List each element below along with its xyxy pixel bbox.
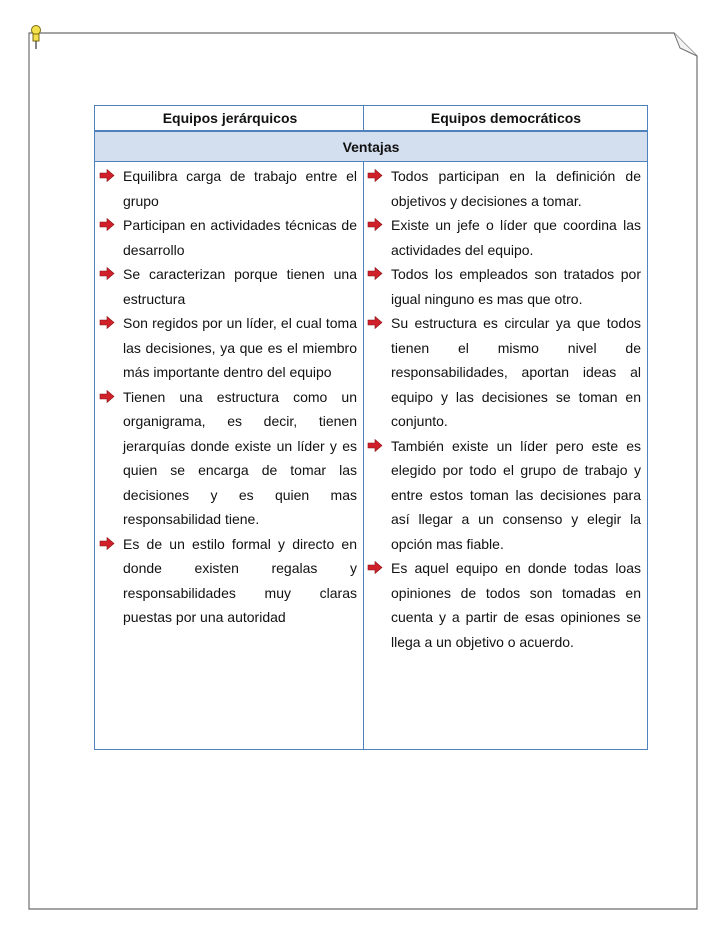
red-arrow-icon: [99, 316, 115, 329]
list-item-text: Existe un jefe o líder que coordina las actividades del equipo.: [391, 217, 641, 258]
list-item: [123, 532, 357, 630]
list-item: [123, 262, 357, 311]
red-arrow-icon: [99, 218, 115, 231]
header-jerarquicos: Equipos jerárquicos: [162, 110, 298, 126]
red-arrow-icon: [367, 439, 383, 452]
list-item-text: Equilibra carga de trabajo entre el grupo: [123, 168, 357, 209]
list-item-text: Es aquel equipo en donde todas loas opiniones de todos son tomadas en cuenta y a partir de esas opiniones se llega a un objetivo o acuerdo.: [391, 560, 641, 650]
red-arrow-icon: [99, 169, 115, 182]
red-arrow-icon: [99, 390, 115, 403]
list-item-text: También existe un líder pero este es elegido por todo el grupo de trabajo y entre estos toman las decisiones para así llegar a un consenso y elegir la opción mas fiable.: [391, 437, 641, 552]
red-arrow-icon: [367, 316, 383, 329]
list-item-text: Participan en actividades técnicas de desarrollo: [123, 217, 357, 258]
list-item: [391, 213, 641, 262]
red-arrow-icon: [367, 267, 383, 280]
list-item-text: Se caracterizan porque tienen una estructura: [123, 266, 357, 307]
header-democraticos: Equipos democráticos: [430, 110, 582, 126]
column-divider: [363, 162, 364, 750]
list-item: [391, 434, 641, 557]
red-arrow-icon: [99, 537, 115, 550]
list-item: [123, 311, 357, 385]
table-header: [95, 106, 647, 132]
red-arrow-icon: [367, 561, 383, 574]
pushpin-icon: [26, 24, 46, 50]
list-item: [391, 311, 641, 434]
list-item: [391, 556, 641, 654]
list-item-text: Tienen una estructura como un organigrama, es decir, tienen jerarquías donde existe un líder y es quien se encarga de tomar las decisiones y es quien mas responsabilidad tiene.: [123, 388, 357, 527]
comparison-table: [94, 105, 648, 750]
list-item: [123, 164, 357, 213]
list-item-text: Es de un estilo formal y directo en donde existen regalas y responsabilidades muy claras puestas por una autoridad: [123, 535, 357, 625]
list-item-text: Todos los empleados son tratados por igual ninguno es mas que otro.: [391, 266, 641, 307]
list-item: [123, 385, 357, 532]
red-arrow-icon: [99, 267, 115, 280]
list-item-text: Su estructura es circular ya que todos tienen el mismo nivel de responsabilidades, aportan ideas al equipo y las decisiones se toman en conjunto.: [391, 315, 641, 429]
list-item: [391, 262, 641, 311]
list-item: [391, 164, 641, 213]
left-column: [123, 164, 357, 630]
red-arrow-icon: [367, 169, 383, 182]
section-band-ventajas: Ventajas: [95, 132, 647, 162]
red-arrow-icon: [367, 218, 383, 231]
list-item-text: Son regidos por un líder, el cual toma las decisiones, ya que es el miembro más importante dentro del equipo: [123, 315, 357, 380]
list-item-text: Todos participan en la definición de objetivos y decisiones a tomar.: [391, 168, 641, 209]
header-divider: [363, 106, 364, 132]
right-column: [391, 164, 641, 654]
list-item: [123, 213, 357, 262]
